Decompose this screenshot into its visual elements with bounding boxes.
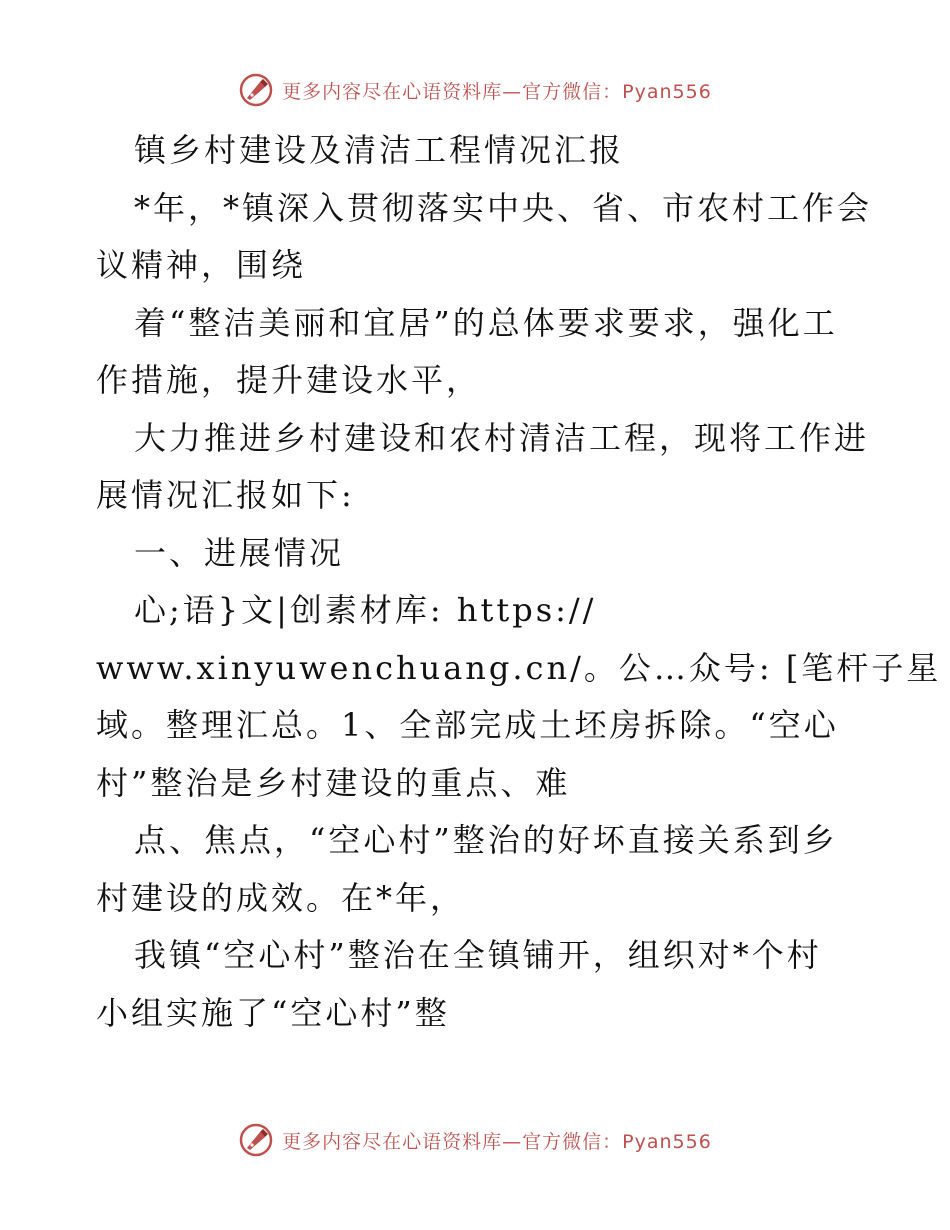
footer-watermark: [0, 1120, 950, 1160]
fountain-pen-logo-icon: [238, 72, 274, 108]
paragraph-line: 议精神，围绕: [96, 246, 307, 284]
fountain-pen-logo-icon: [238, 1122, 274, 1158]
paragraph-line: 着“整洁美丽和宜居”的总体要求要求，强化工: [134, 303, 838, 342]
watermark-site-text: 更多内容尽在心语资料库: [282, 1130, 503, 1153]
watermark-wechat-text: —官方微信：Pyan556: [502, 80, 712, 103]
paragraph-line: 大力推进乡村建设和农村清洁工程，现将工作进: [134, 418, 870, 457]
watermark-text: [282, 77, 712, 104]
paragraph-line: 小组实施了“空心村”整: [96, 993, 450, 1032]
paragraph-line: *年，*镇深入贯彻落实中央、省、市农村工作会: [134, 188, 873, 227]
paragraph-line: 域。整理汇总。1、全部完成土坯房拆除。“空心: [96, 706, 839, 744]
header-watermark: [0, 70, 950, 110]
paragraph-line: 心;语}文|创素材库: https://: [134, 591, 597, 629]
watermark-wechat-text: —官方微信：Pyan556: [502, 1130, 712, 1153]
paragraph-line: 村”整治是乡村建设的重点、难: [96, 763, 571, 802]
paragraph-line: www.xinyuwenchuang.cn/。公…众号: [笔杆子星: [96, 648, 942, 687]
document-body: [96, 122, 942, 1042]
paragraph-line: 展情况汇报如下:: [96, 476, 355, 514]
watermark-site-text: 更多内容尽在心语资料库: [282, 80, 503, 103]
paragraph-line: 村建设的成效。在*年，: [96, 878, 466, 917]
paragraph-line: 点、焦点，“空心村”整治的好坏直接关系到乡: [134, 821, 838, 859]
paragraph-line: 我镇“空心村”整治在全镇铺开，组织对*个村: [134, 936, 822, 974]
section-heading: 一、进展情况: [134, 533, 345, 572]
paragraph-line: 作措施，提升建设水平，: [96, 361, 482, 399]
document-title: 镇乡村建设及清洁工程情况汇报: [134, 131, 625, 169]
watermark-text: [282, 1127, 712, 1154]
